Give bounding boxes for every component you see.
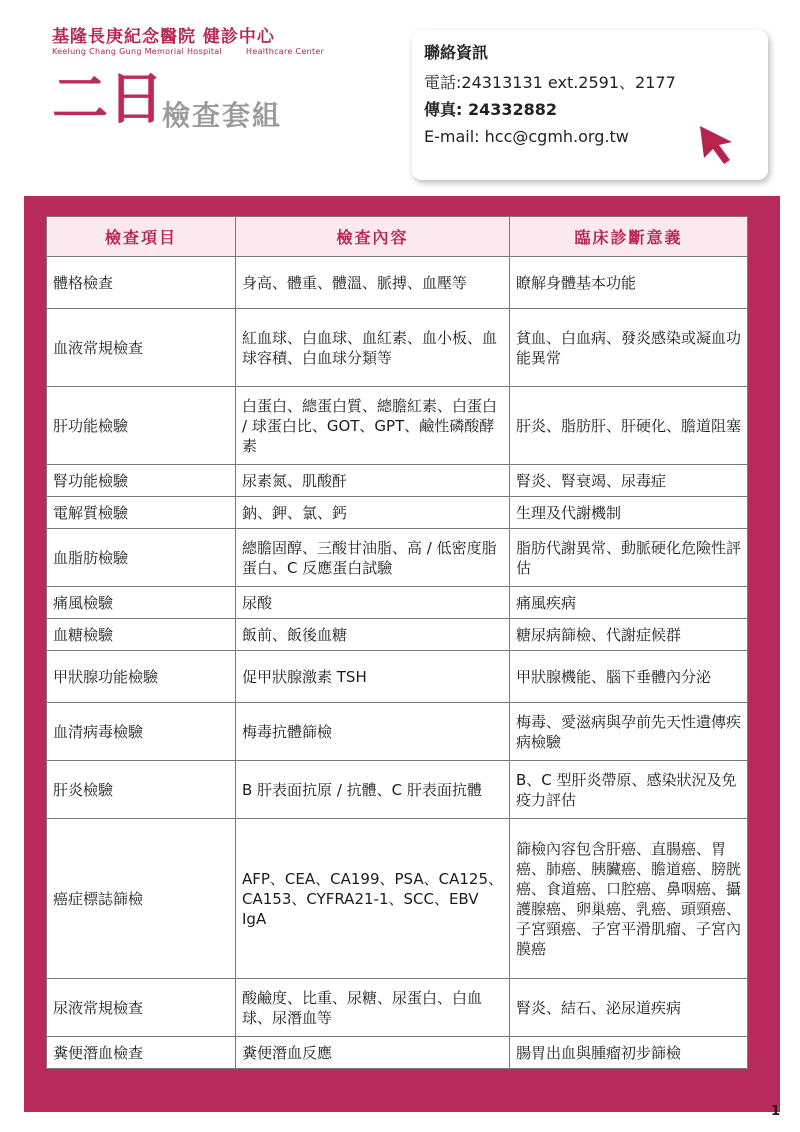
table-row (47, 761, 748, 819)
page-number: 1 (771, 1104, 781, 1119)
cell-meaning: 瞭解身體基本功能 (510, 257, 748, 309)
cell-content: 尿素氮、肌酸酐 (236, 465, 510, 497)
table-row (47, 387, 748, 465)
table-row (47, 619, 748, 651)
cell-content: 促甲狀腺激素 TSH (236, 651, 510, 703)
cell-content: B 肝表面抗原 / 抗體、C 肝表面抗體 (236, 761, 510, 819)
header-content: 檢查內容 (236, 217, 510, 257)
cell-meaning: 肝炎、脂肪肝、肝硬化、膽道阻塞 (510, 387, 748, 465)
contact-phone: 電話:24313131 ext.2591、2177 (424, 73, 676, 92)
cell-item: 癌症標誌篩檢 (47, 819, 236, 979)
contact-card (412, 30, 768, 180)
cell-meaning: 腎炎、結石、泌尿道疾病 (510, 979, 748, 1037)
cell-item: 電解質檢驗 (47, 497, 236, 529)
table-row (47, 257, 748, 309)
hospital-name-english-2: Healthcare Center (246, 47, 325, 56)
table-row (47, 819, 748, 979)
cell-content: 總膽固醇、三酸甘油脂、高 / 低密度脂蛋白、C 反應蛋白試驗 (236, 529, 510, 587)
cell-content: 飯前、飯後血糖 (236, 619, 510, 651)
table-row (47, 309, 748, 387)
cell-meaning: 腸胃出血與腫瘤初步篩檢 (510, 1037, 748, 1069)
hospital-name: 基隆長庚紀念醫院 健診中心 (52, 27, 275, 47)
cell-item: 甲狀腺功能檢驗 (47, 651, 236, 703)
table-header-row (47, 217, 748, 257)
table-row (47, 703, 748, 761)
cell-content: 糞便潛血反應 (236, 1037, 510, 1069)
cell-meaning: 篩檢內容包含肝癌、直腸癌、胃癌、肺癌、胰臟癌、膽道癌、膀胱癌、食道癌、口腔癌、鼻咽癌、攝護腺癌、卵巢癌、乳癌、頭頸癌、子宮頸癌、子宮平滑肌瘤、子宮內膜癌 (510, 819, 748, 979)
contact-title: 聯絡資訊 (424, 43, 489, 62)
cell-content: 酸鹼度、比重、尿糖、尿蛋白、白血球、尿潛血等 (236, 979, 510, 1037)
hospital-name-english (52, 47, 324, 56)
cell-meaning: 腎炎、腎衰竭、尿毒症 (510, 465, 748, 497)
cell-content: 梅毒抗體篩檢 (236, 703, 510, 761)
cell-content: 鈉、鉀、氯、鈣 (236, 497, 510, 529)
table-row (47, 587, 748, 619)
cell-meaning: 生理及代謝機制 (510, 497, 748, 529)
cell-item: 糞便潛血檢查 (47, 1037, 236, 1069)
cell-meaning: 脂肪代謝異常、動脈硬化危險性評估 (510, 529, 748, 587)
cell-content: 身高、體重、體溫、脈搏、血壓等 (236, 257, 510, 309)
cell-item: 血液常規檢查 (47, 309, 236, 387)
cell-item: 體格檢查 (47, 257, 236, 309)
cell-meaning: 糖尿病篩檢、代謝症候群 (510, 619, 748, 651)
cell-content: AFP、CEA、CA199、PSA、CA125、CA153、CYFRA21-1、SCC、EBV IgA (236, 819, 510, 979)
table-row (47, 465, 748, 497)
cell-meaning: B、C 型肝炎帶原、感染狀況及免疫力評估 (510, 761, 748, 819)
cell-item: 尿液常規檢查 (47, 979, 236, 1037)
cell-item: 肝炎檢驗 (47, 761, 236, 819)
cell-content: 紅血球、白血球、血紅素、血小板、血球容積、白血球分類等 (236, 309, 510, 387)
hospital-name-english-1: Keelung Chang Gung Memorial Hospital (52, 47, 223, 56)
cell-item: 肝功能檢驗 (47, 387, 236, 465)
cell-meaning: 梅毒、愛滋病與孕前先天性遺傳疾病檢驗 (510, 703, 748, 761)
cell-item: 痛風檢驗 (47, 587, 236, 619)
table-row (47, 529, 748, 587)
header-meaning: 臨床診斷意義 (510, 217, 748, 257)
contact-fax: 傳真: 24332882 (424, 100, 558, 119)
cell-content: 尿酸 (236, 587, 510, 619)
header-item: 檢查項目 (47, 217, 236, 257)
table-row (47, 497, 748, 529)
checkup-table (46, 216, 748, 1069)
cell-item: 血脂肪檢驗 (47, 529, 236, 587)
page-title-sub: 檢查套組 (162, 99, 283, 132)
page-title-main: 二日 (52, 67, 164, 132)
cell-meaning: 甲狀腺機能、腦下垂體內分泌 (510, 651, 748, 703)
table-row (47, 651, 748, 703)
cell-item: 腎功能檢驗 (47, 465, 236, 497)
cell-item: 血糖檢驗 (47, 619, 236, 651)
page-title (52, 67, 283, 132)
cell-item: 血清病毒檢驗 (47, 703, 236, 761)
table-row (47, 979, 748, 1037)
cell-meaning: 痛風疾病 (510, 587, 748, 619)
cell-content: 白蛋白、總蛋白質、總膽紅素、白蛋白 / 球蛋白比、GOT、GPT、鹼性磷酸酵素 (236, 387, 510, 465)
table-row (47, 1037, 748, 1069)
cell-meaning: 貧血、白血病、發炎感染或凝血功能異常 (510, 309, 748, 387)
cursor-arrow-icon (692, 120, 740, 168)
contact-email: E-mail: hcc@cgmh.org.tw (424, 127, 629, 146)
